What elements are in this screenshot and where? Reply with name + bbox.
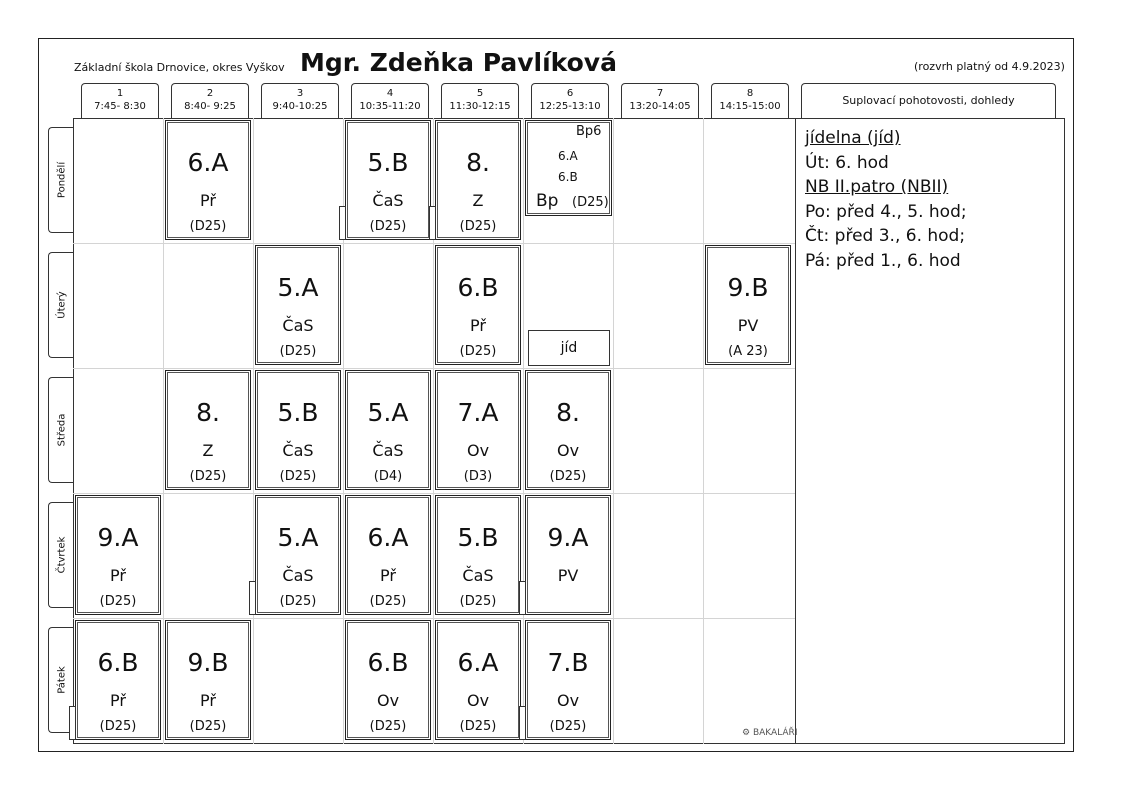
period-time: 12:25-13:10 xyxy=(539,101,601,112)
lesson-class: 5.A xyxy=(367,398,409,427)
period-header xyxy=(531,83,609,119)
lesson-subject: Ov xyxy=(556,691,580,710)
lesson-class: 9.B xyxy=(187,648,229,677)
period-number: 5 xyxy=(476,88,484,99)
lesson-marker-tab xyxy=(69,706,76,740)
grid-line xyxy=(795,118,796,744)
lesson-cell[interactable] xyxy=(255,495,341,615)
lesson-subject: PV xyxy=(557,566,579,585)
supervision-header: Suplovací pohotovosti, dohledy xyxy=(801,83,1056,119)
period-number: 4 xyxy=(386,88,394,99)
lesson-class: 6.A xyxy=(457,648,499,677)
lesson-cell[interactable] xyxy=(165,120,251,240)
lesson-class: 8. xyxy=(466,148,490,177)
grid-line xyxy=(73,493,795,494)
day-label: Úterý xyxy=(56,291,67,319)
lesson-class: 5.A xyxy=(277,273,319,302)
lesson-cell[interactable] xyxy=(255,245,341,365)
period-number: 2 xyxy=(206,88,214,99)
lesson-room: (D25) xyxy=(189,469,227,484)
school-name: Základní škola Drnovice, okres Vyškov xyxy=(74,61,285,74)
supervision-list xyxy=(805,126,967,273)
group-name: Bp6 xyxy=(576,124,602,139)
lesson-class: 8. xyxy=(556,398,580,427)
period-header xyxy=(81,83,159,119)
period-header xyxy=(171,83,249,119)
lesson-subject: Z xyxy=(202,441,214,460)
lesson-cell[interactable] xyxy=(525,620,611,740)
bakalari-logo xyxy=(742,728,797,738)
lesson-marker-tab xyxy=(519,706,526,740)
lesson-room: (D25) xyxy=(279,344,317,359)
supervision-times: Pá: před 1., 6. hod xyxy=(805,250,961,271)
lesson-class: 6.A xyxy=(367,523,409,552)
period-header xyxy=(711,83,789,119)
lesson-cell[interactable] xyxy=(345,495,431,615)
lesson-cell[interactable] xyxy=(345,120,431,240)
supervision-place: jídelna (jíd) xyxy=(805,128,901,148)
lesson-cell[interactable] xyxy=(75,620,161,740)
lesson-subject: ČaS xyxy=(282,566,314,585)
lesson-marker-tab xyxy=(429,206,436,240)
lesson-subject: Z xyxy=(472,191,484,210)
period-header xyxy=(621,83,699,119)
lesson-room: (D25) xyxy=(459,719,497,734)
period-time: 8:40- 9:25 xyxy=(184,101,236,112)
lesson-cell[interactable] xyxy=(525,495,611,615)
lesson-subject: Ov xyxy=(466,441,490,460)
lesson-class: 8. xyxy=(196,398,220,427)
grid-line xyxy=(73,368,795,369)
period-time: 7:45- 8:30 xyxy=(94,101,146,112)
supervision-place: NB II.patro (NBII) xyxy=(805,177,949,197)
lesson-subject: ČaS xyxy=(282,441,314,460)
grid-line xyxy=(523,118,524,744)
grid-line xyxy=(73,243,795,244)
grid-line xyxy=(253,118,254,744)
period-header xyxy=(351,83,429,119)
lesson-class: 5.B xyxy=(367,148,409,177)
grid-line xyxy=(613,118,614,744)
lesson-room: (D25) xyxy=(369,719,407,734)
lesson-subject: ČaS xyxy=(372,191,404,210)
day-label: Čtvrtek xyxy=(56,536,67,574)
period-number: 8 xyxy=(746,88,754,99)
supervision-times: Út: 6. hod xyxy=(805,152,889,173)
grid-line xyxy=(73,618,795,619)
period-time: 10:35-11:20 xyxy=(359,101,421,112)
day-label: Pátek xyxy=(56,666,67,694)
lesson-subject: PV xyxy=(737,316,759,335)
lesson-room: (D25) xyxy=(189,719,227,734)
period-header xyxy=(261,83,339,119)
period-number: 3 xyxy=(296,88,304,99)
period-time: 11:30-12:15 xyxy=(449,101,511,112)
lesson-subject: Př xyxy=(200,691,216,710)
supervision-times: Po: před 4., 5. hod; xyxy=(805,201,967,222)
lesson-cell[interactable] xyxy=(435,620,521,740)
lesson-room: (D4) xyxy=(373,469,403,484)
lesson-class: 6.B xyxy=(97,648,139,677)
lesson-subject: ČaS xyxy=(462,566,494,585)
group-room: (D25) xyxy=(572,195,609,210)
lesson-marker-tab xyxy=(339,206,346,240)
lesson-class: 7.B xyxy=(547,648,589,677)
lesson-subject: Př xyxy=(470,316,486,335)
validity-date: (rozvrh platný od 4.9.2023) xyxy=(914,60,1065,73)
lesson-cell[interactable] xyxy=(705,245,791,365)
day-label: Středa xyxy=(56,413,67,447)
lesson-marker-tab xyxy=(249,581,256,615)
day-header-thursday xyxy=(48,502,74,608)
lesson-class: 9.B xyxy=(727,273,769,302)
lesson-cell[interactable] xyxy=(435,495,521,615)
lesson-cell[interactable] xyxy=(345,370,431,490)
lesson-cell[interactable] xyxy=(165,620,251,740)
lesson-cell[interactable] xyxy=(435,370,521,490)
logo-text: BAKALÁŘI xyxy=(752,728,798,738)
day-header-wednesday xyxy=(48,377,74,483)
lesson-cell[interactable] xyxy=(345,620,431,740)
group-class: 6.A xyxy=(558,149,578,163)
lesson-cell[interactable] xyxy=(435,245,521,365)
lesson-cell[interactable] xyxy=(435,120,521,240)
group-class: 6.B xyxy=(558,170,578,184)
group-lesson-cell[interactable] xyxy=(525,120,612,216)
lesson-room: (D25) xyxy=(279,469,317,484)
period-number: 7 xyxy=(656,88,664,99)
period-time: 14:15-15:00 xyxy=(719,101,781,112)
supervision-times: Čt: před 3., 6. hod; xyxy=(805,226,966,246)
lesson-room: (D25) xyxy=(279,594,317,609)
grid-line xyxy=(703,118,704,744)
lesson-cell[interactable] xyxy=(165,370,251,490)
lesson-room: (D25) xyxy=(549,719,587,734)
day-label: Pondělí xyxy=(56,161,67,199)
gear-icon: ⚙ xyxy=(742,728,751,738)
period-time: 9:40-10:25 xyxy=(272,101,328,112)
lesson-subject: Př xyxy=(380,566,396,585)
period-time: 13:20-14:05 xyxy=(629,101,691,112)
lesson-subject: ČaS xyxy=(282,316,314,335)
lesson-class: 5.B xyxy=(457,523,499,552)
duty-cell[interactable]: jíd xyxy=(528,330,610,366)
lesson-subject: Př xyxy=(110,691,126,710)
lesson-class: 5.B xyxy=(277,398,319,427)
period-number: 6 xyxy=(566,88,574,99)
lesson-cell[interactable] xyxy=(525,370,611,490)
day-header-monday xyxy=(48,127,74,233)
lesson-room: (D25) xyxy=(99,719,137,734)
group-subject: Bp xyxy=(536,191,559,211)
day-header-tuesday xyxy=(48,252,74,358)
lesson-room: (D25) xyxy=(369,594,407,609)
lesson-class: 6.B xyxy=(457,273,499,302)
period-number: 1 xyxy=(116,88,124,99)
lesson-class: 6.A xyxy=(187,148,229,177)
lesson-subject: Ov xyxy=(376,691,400,710)
lesson-room: (A 23) xyxy=(728,344,768,359)
period-header xyxy=(441,83,519,119)
lesson-subject: ČaS xyxy=(372,441,404,460)
lesson-subject: Př xyxy=(110,566,126,585)
lesson-room: (D25) xyxy=(459,594,497,609)
lesson-room: (D25) xyxy=(189,219,227,234)
lesson-room: (D25) xyxy=(99,594,137,609)
lesson-room: (D3) xyxy=(463,469,493,484)
lesson-room: (D25) xyxy=(549,469,587,484)
lesson-class: 5.A xyxy=(277,523,319,552)
lesson-subject: Ov xyxy=(466,691,490,710)
lesson-room: (D25) xyxy=(459,219,497,234)
lesson-room: (D25) xyxy=(369,219,407,234)
lesson-class: 7.A xyxy=(457,398,499,427)
grid-line xyxy=(163,118,164,744)
lesson-cell[interactable] xyxy=(75,495,161,615)
teacher-name: Mgr. Zdeňka Pavlíková xyxy=(300,48,617,77)
lesson-marker-tab xyxy=(519,581,526,615)
lesson-class: 9.A xyxy=(97,523,139,552)
lesson-class: 6.B xyxy=(367,648,409,677)
lesson-cell[interactable] xyxy=(255,370,341,490)
lesson-subject: Př xyxy=(200,191,216,210)
lesson-subject: Ov xyxy=(556,441,580,460)
lesson-room: (D25) xyxy=(459,344,497,359)
lesson-class: 9.A xyxy=(547,523,589,552)
